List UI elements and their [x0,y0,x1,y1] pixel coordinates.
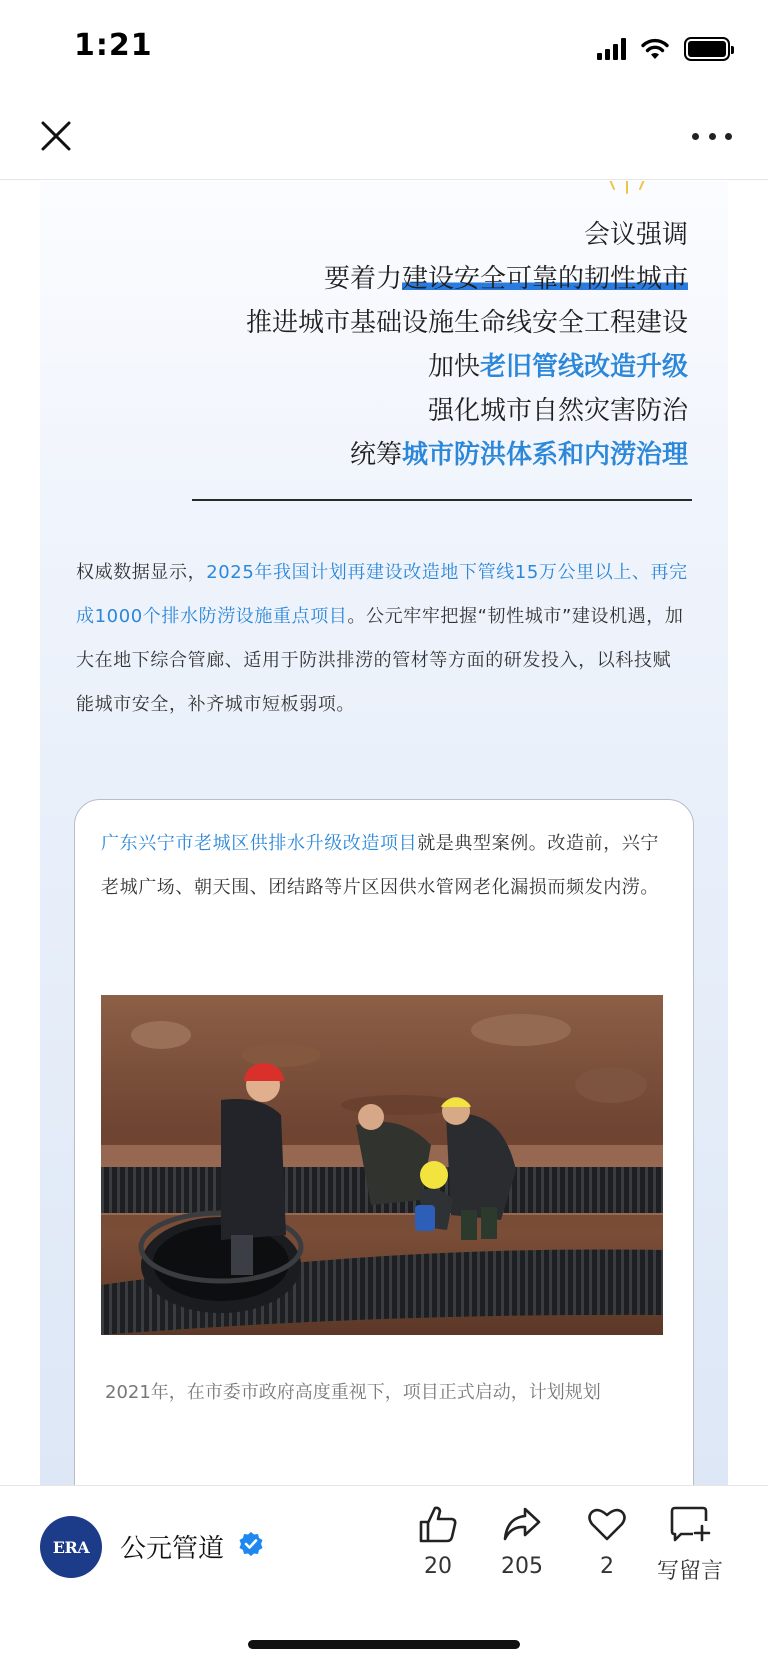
battery-icon [684,37,730,61]
account-avatar[interactable]: ERA [40,1516,102,1578]
headline-block [246,213,688,477]
headline-line [246,433,688,477]
favorite-count: 2 [600,1554,614,1579]
share-arrow-icon [501,1504,543,1544]
article-paragraph [76,551,688,727]
headline-line [246,301,688,345]
paragraph-prefix: 权威数据显示， [76,562,207,583]
heart-icon [586,1504,628,1544]
case-study-card [74,799,694,1485]
headline-line [246,257,688,301]
headline-highlight-text: 建设安全可靠的韧性城市 [401,264,688,294]
share-count: 205 [501,1554,543,1579]
headline-line [246,389,688,433]
status-bar [0,0,768,100]
headline-line [246,345,688,389]
headline-plain-text: 会议强调 [583,220,688,250]
bottom-bar [0,1485,768,1663]
headline-plain-text: 强化城市自然灾害防治 [427,396,688,426]
headline-plain-text: 加快 [427,352,480,382]
headline-plain-text: 推进城市基础设施生命线安全工程建设 [245,308,688,338]
dot-icon [725,133,732,140]
headline-plain-text: 统筹 [349,440,402,470]
construction-photo[interactable] [101,995,663,1335]
paragraph-suffix: 。公元牢牢把握“韧性城市”建设机遇，加大在地下综合管廊、适用于防洪排涝的管材等方面的研发投入，以科技赋能城市安全，补齐城市短板弱项。 [76,606,684,715]
headline-highlight-text: 老旧管线改造升级 [479,352,688,382]
case-study-paragraph [101,822,673,910]
account-name[interactable]: 公元管道 [120,1534,225,1564]
headline-plain-text: 要着力 [323,264,402,294]
like-button[interactable] [393,1504,483,1579]
nav-bar [0,100,768,180]
home-indicator[interactable] [248,1640,520,1649]
share-button[interactable] [477,1504,567,1579]
dot-icon [692,133,699,140]
favorite-button[interactable] [562,1504,652,1579]
article-content [40,181,728,1485]
comment-button[interactable] [645,1504,735,1585]
headline-line [246,213,688,257]
comment-label: 写留言 [656,1559,723,1584]
headline-divider [192,499,692,501]
status-time: 1:21 [74,28,153,63]
paragraph-highlight: 2025年我国计划再建设改造地下管线15万公里以上、再完成1000个排水防涝设施重点项目 [76,562,688,627]
comment-add-icon [669,1504,711,1544]
sun-decoration-icon [602,181,652,195]
clipped-paragraph: 2021年，在市委市政府高度重视下，项目正式启动，计划规划 [105,1382,601,1403]
wifi-icon [640,38,670,60]
cellular-signal-icon [597,38,626,60]
verified-badge-icon [238,1531,264,1557]
thumbs-up-icon [417,1504,459,1544]
more-options-button[interactable] [692,124,732,148]
case-study-text: 就是典型案例。改造前，兴宁老城广场、朝天围、团结路等片区因供水管网老化漏损而频发内涝。 [101,833,660,898]
dot-icon [709,133,716,140]
headline-highlight-text: 城市防洪体系和内涝治理 [401,440,688,470]
case-study-highlight: 广东兴宁市老城区供排水升级改造项目 [101,833,418,854]
close-icon[interactable] [38,118,74,154]
like-count: 20 [424,1554,452,1579]
status-icons [597,36,730,62]
